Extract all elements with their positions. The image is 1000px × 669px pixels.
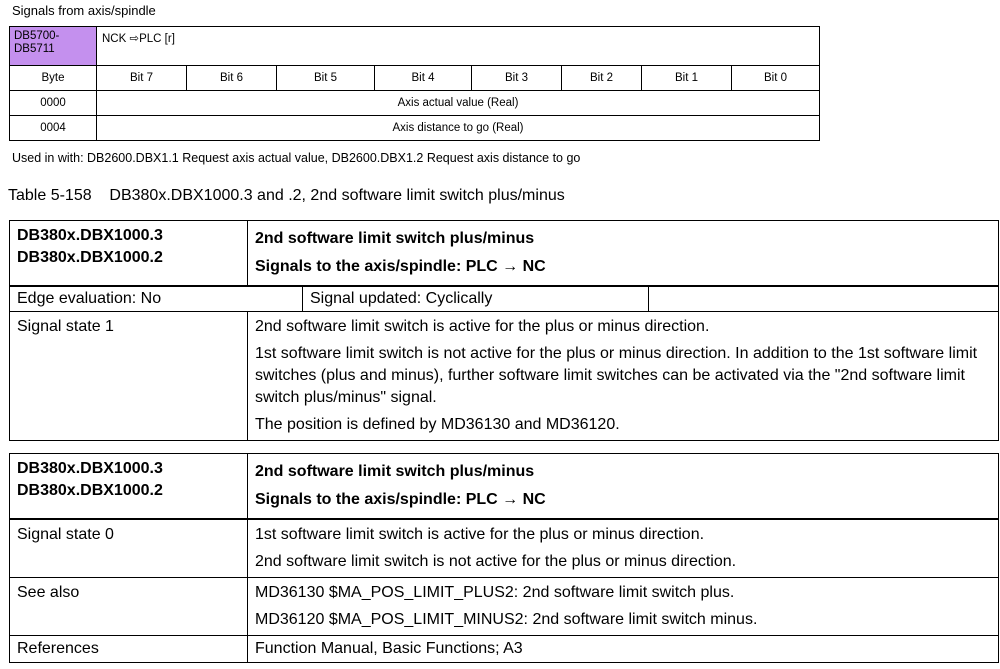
signal-direction: Signals to the axis/spindle: PLC → NC	[255, 258, 546, 275]
description-line: 1st software limit switch is active for the plus or minus direction.	[255, 526, 705, 543]
address-line-1: DB380x.DBX1000.3	[17, 227, 163, 244]
signals-table	[9, 26, 820, 141]
empty-cell	[649, 286, 999, 312]
used-in-note: Used in with: DB2600.DBX1.1 Request axis actual value, DB2600.DBX1.2 Request axis distance to go	[12, 151, 581, 165]
bit-header-row	[10, 66, 820, 91]
signal-title-cell	[248, 221, 999, 287]
header-bit-3: Bit 3	[472, 66, 562, 91]
db-range-line-2: DB5711	[14, 43, 55, 55]
see-also-label: See also	[10, 578, 248, 636]
see-also-line: MD36120 $MA_POS_LIMIT_MINUS2: 2nd software limit switch minus.	[255, 611, 758, 628]
signal-title-cell	[248, 454, 999, 520]
signal-direction: Signals to the axis/spindle: PLC → NC	[255, 491, 546, 508]
description-line: The position is defined by MD36130 and MD36120.	[255, 416, 620, 433]
signals-caption: Signals from axis/spindle	[12, 3, 156, 18]
address-cell	[10, 454, 248, 520]
signal-table-state-1	[9, 220, 999, 441]
description-line: 2nd software limit switch is not active for the plus or minus direction.	[255, 553, 737, 570]
signal-title: 2nd software limit switch plus/minus	[255, 463, 535, 480]
byte-cell: 0000	[10, 91, 97, 116]
header-bit-2: Bit 2	[562, 66, 642, 91]
byte-cell: 0004	[10, 116, 97, 141]
direction-cell: NCK ⇨PLC [r]	[97, 27, 820, 66]
table-row	[10, 91, 820, 116]
signal-title: 2nd software limit switch plus/minus	[255, 230, 535, 247]
table-caption: Table 5-158 DB380x.DBX1000.3 and .2, 2nd software limit switch plus/minus	[8, 187, 565, 204]
signal-updated: Signal updated: Cyclically	[303, 286, 649, 312]
header-bit-0: Bit 0	[732, 66, 820, 91]
db-range-line-1: DB5700-	[14, 30, 60, 42]
see-also-values	[248, 578, 999, 636]
edge-evaluation: Edge evaluation: No	[10, 286, 303, 312]
table-row	[10, 116, 820, 141]
signal-state-description	[248, 519, 999, 578]
address-line-1: DB380x.DBX1000.3	[17, 460, 163, 477]
address-cell	[10, 221, 248, 287]
references-value: Function Manual, Basic Functions; A3	[248, 636, 999, 663]
references-label: References	[10, 636, 248, 663]
header-bit-6: Bit 6	[187, 66, 277, 91]
header-bit-5: Bit 5	[277, 66, 375, 91]
signal-state-label: Signal state 1	[10, 312, 248, 441]
signal-table-state-0	[9, 453, 999, 663]
description-line: 2nd software limit switch is active for the plus or minus direction.	[255, 318, 710, 335]
header-byte: Byte	[10, 66, 97, 91]
signal-state-description	[248, 312, 999, 441]
content-cell: Axis distance to go (Real)	[97, 116, 820, 141]
content-cell: Axis actual value (Real)	[97, 91, 820, 116]
db-range-cell	[10, 27, 97, 66]
description-line: 1st software limit switch is not active for the plus or minus direction. In addition to the 1st software limit switches (plus and minus), further software limit switches can be activated via the "2nd software limit switch plus/minus" signal.	[255, 345, 978, 406]
signal-state-label: Signal state 0	[10, 519, 248, 578]
header-bit-4: Bit 4	[375, 66, 472, 91]
address-line-2: DB380x.DBX1000.2	[17, 482, 163, 499]
see-also-line: MD36130 $MA_POS_LIMIT_PLUS2: 2nd software limit switch plus.	[255, 584, 735, 601]
address-line-2: DB380x.DBX1000.2	[17, 249, 163, 266]
header-bit-1: Bit 1	[642, 66, 732, 91]
header-bit-7: Bit 7	[97, 66, 187, 91]
